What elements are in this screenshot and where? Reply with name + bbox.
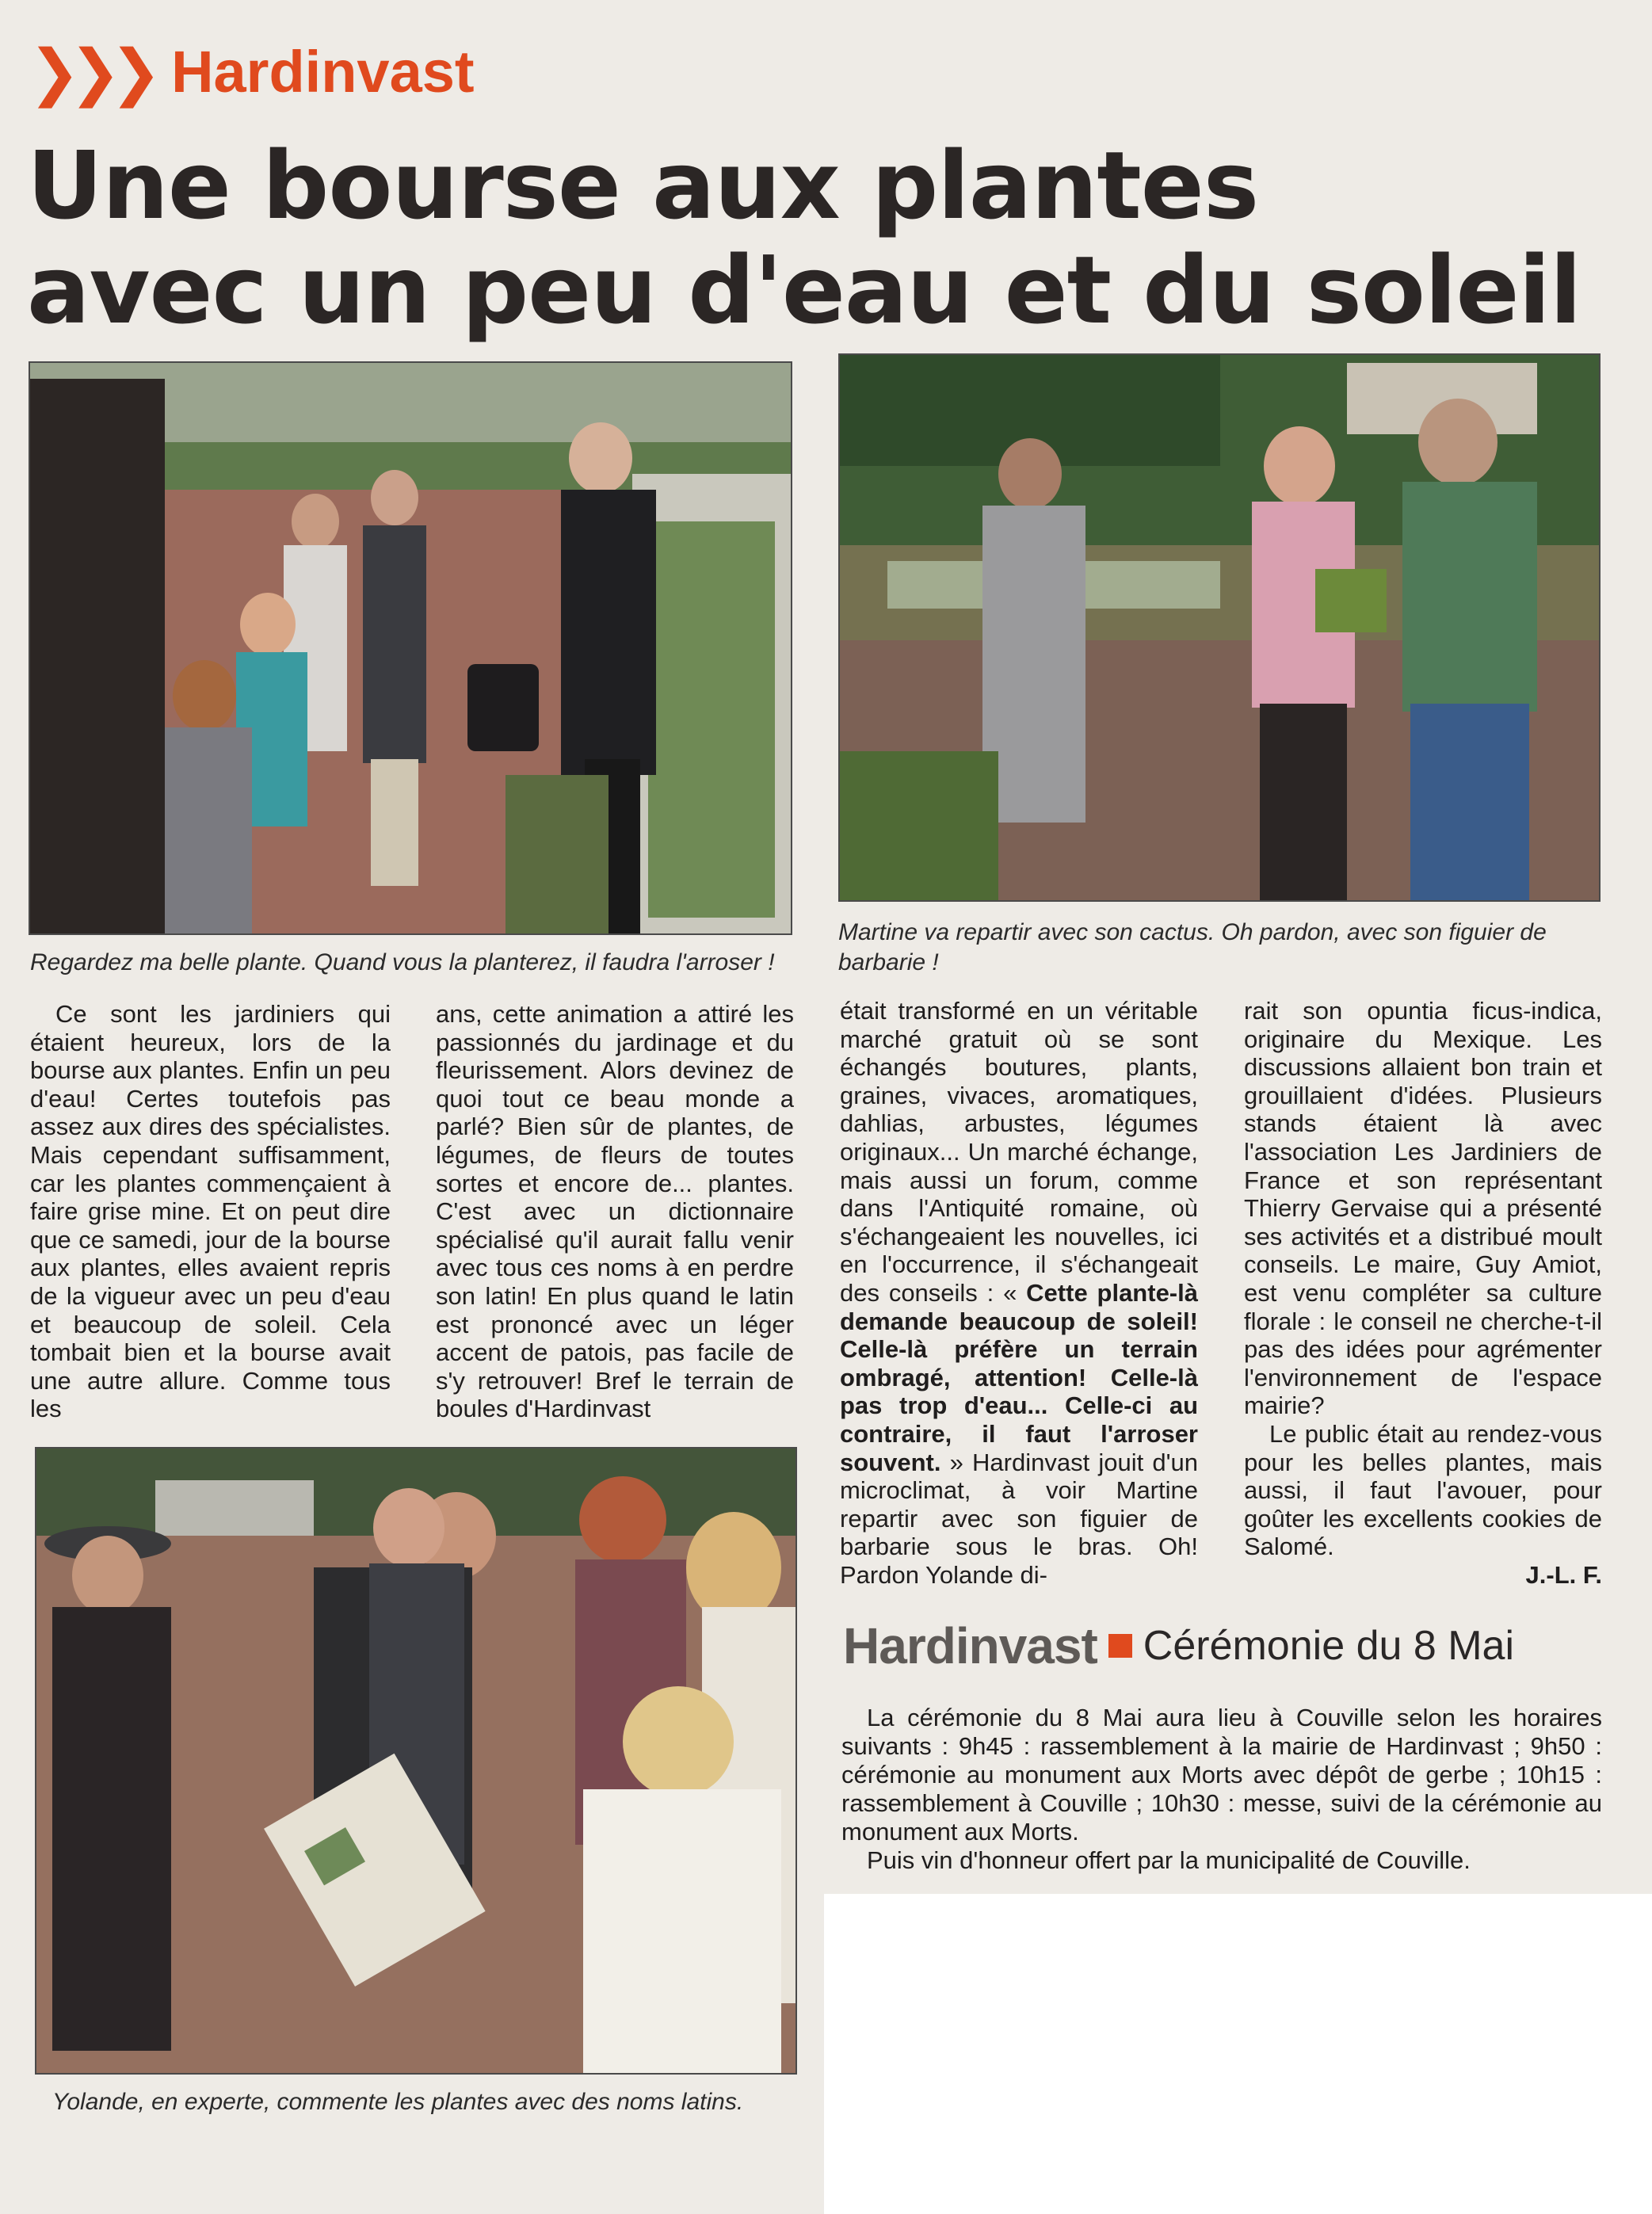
photo-3-illustration [36, 1449, 795, 2073]
article-col-4-paragraph-1: rait son opuntia ficus-indica, originaire du Mexique. Les discussions allaient bon train et grouillaient d'idées. Plusieurs stands étaient là avec l'association Les Jardiniers de France et son représentant Thierry Gervaise qui a présenté ses activités et a distribué moult conseils. Le maire, Guy Amiot, est venu compléter sa culture florale : le conseil ne cherche-t-il pas des idées pour agrémenter l'environnement de l'espace mairie? [1244, 997, 1602, 1420]
article-column-4 [1244, 997, 1602, 1589]
brief-body [841, 1704, 1602, 1875]
article-col-2-text: ans, cette animation a attiré les passionnés du jardinage et du fleurissement. Alors devinez de quoi tout ce beau monde a parlé? Bien sûr de plantes, de légumes, de fleurs de toutes sortes et encore de... plantes. C'est avec un dictionnaire spécialisé qu'il aurait fallu venir avec tous ces noms à en perdre son latin! En plus quand le latin est prononcé avec un léger accent de patois, pas facile de s'y retrouver! Bref le terrain de boules d'Hardinvast [436, 1000, 794, 1423]
brief-topic: Cérémonie du 8 Mai [1143, 1623, 1515, 1669]
article-column-1 [30, 1000, 391, 1423]
photo-martine-cactus [838, 353, 1600, 902]
brief-place: Hardinvast [843, 1617, 1097, 1674]
section-kicker [29, 36, 475, 108]
article-column-2 [436, 1000, 794, 1423]
article-col-3-text-b: » Hardinvast jouit d'un microclimat, à voir Martine repartir avec son figuier de barbarie sous le bras. Oh! Pardon Yolande di- [840, 1448, 1198, 1589]
brief-paragraph-2: Puis vin d'honneur offert par la municipalité de Couville. [867, 1846, 1471, 1874]
article-col-1-text: Ce sont les jardiniers qui étaient heureux, lors de la bourse aux plantes. Enfin un peu d'eau! Certes toutefois pas assez aux dires des spécialistes. Mais cependant suffisamment, car les plantes commençaient à faire grise mine. Et on peut dire que ce samedi, jour de la bourse aux plantes, elles avaient repris de la vigueur avec un peu d'eau et beaucoup de soleil. Cela tombait bien et la bourse avait une autre allure. Comme tous les [30, 1000, 391, 1423]
photo-3-caption: Yolande, en experte, commente les plantes avec des noms latins. [52, 2089, 744, 2115]
brief-heading [843, 1610, 1604, 1681]
photo-plant-exchange [29, 361, 792, 935]
photo-2-caption: Martine va repartir avec son cactus. Oh pardon, avec son figuier de barbarie ! [838, 919, 1547, 975]
article-col-3-paragraph [840, 997, 1198, 1589]
chevron-icon: ❯❯❯ [29, 37, 151, 107]
section-name: Hardinvast [171, 39, 475, 105]
photo-yolande-expert [35, 1447, 797, 2075]
photo-2-illustration [840, 355, 1599, 900]
article-column-3 [840, 997, 1198, 1589]
headline [27, 131, 1612, 345]
headline-line-1: Une bourse aux plantes [27, 131, 1259, 240]
article-col-4-paragraph-2: Le public était au rendez-vous pour les belles plantes, mais aussi, il faut l'avouer, pour goûter les excellents cookies de Salomé. [1244, 1419, 1602, 1561]
square-bullet-icon [1108, 1634, 1132, 1658]
headline-line-2: avec un peu d'eau et du soleil [27, 235, 1581, 345]
article-col-3-text-a: était transformé en un véritable marché gratuit où se sont échangés boutures, plants, graines, vivaces, aromatiques, dahlias, arbustes, légumes originaux... Un marché échange, mais aussi un forum, comme dans l'Antiquité romaine, où s'échangeaient les nouvelles, ici en l'occurrence, il s'échangeait des conseils : « [840, 997, 1198, 1307]
article-signature: J.-L. F. [1525, 1560, 1602, 1589]
brief-paragraph-1: La cérémonie du 8 Mai aura lieu à Couville selon les horaires suivants : 9h45 : rassemblement à la mairie de Hardinvast ; 9h50 : cérémonie au monument aux Morts avec dépôt de gerbe ; 10h15 : rassemblement à Couville ; 10h30 : messe, suivi de la cérémonie au monument aux Morts. [841, 1704, 1602, 1846]
blank-area [824, 1894, 1652, 2214]
article-col-3-quote: Cette plante-là demande beaucoup de soleil! Celle-là préfère un terrain ombragé, attention! Celle-là pas trop d'eau... Celle-ci au contraire, il faut l'arroser souvent. [840, 1278, 1198, 1476]
photo-1-illustration [30, 363, 791, 933]
photo-1-caption: Regardez ma belle plante. Quand vous la planterez, il faudra l'arroser ! [30, 949, 775, 975]
